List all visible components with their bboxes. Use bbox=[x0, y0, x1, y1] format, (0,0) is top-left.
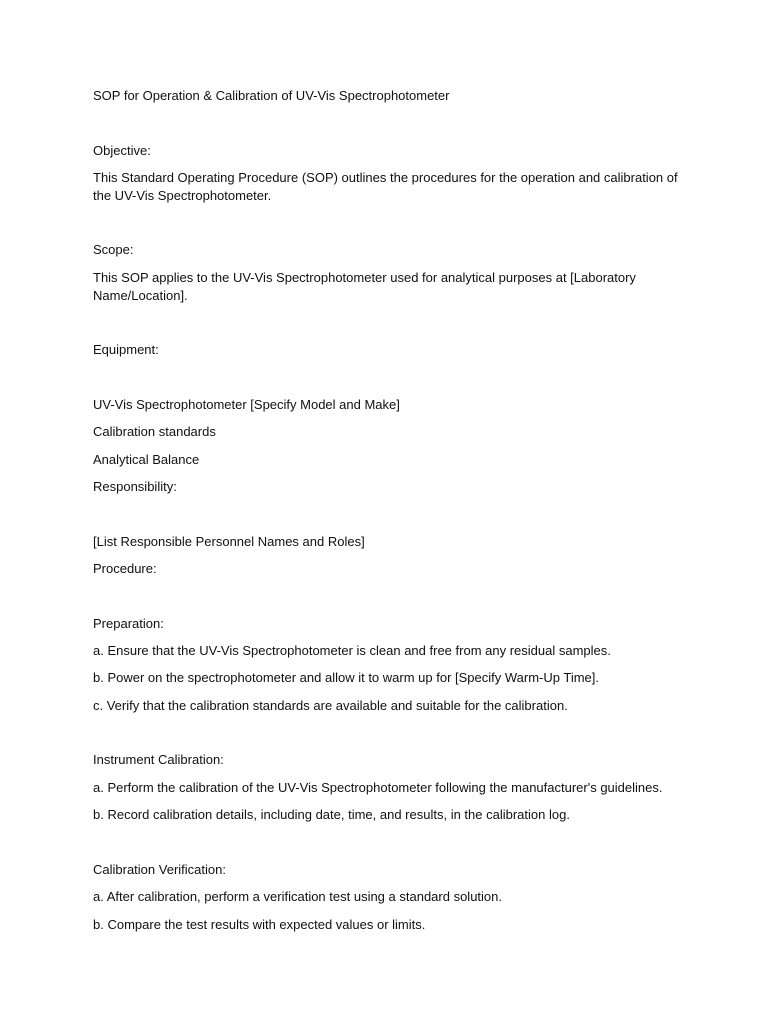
objective-heading: Objective: bbox=[93, 143, 151, 158]
objective-text: This Standard Operating Procedure (SOP) outlines the procedures for the operation and calibration of the UV-Vis Spectrophotometer. bbox=[93, 170, 678, 203]
document-title: SOP for Operation & Calibration of UV-Vis Spectrophotometer bbox=[93, 88, 450, 103]
equipment-heading: Equipment: bbox=[93, 342, 159, 357]
calibration-verification-step: b. Compare the test results with expected values or limits. bbox=[93, 917, 426, 932]
equipment-item: Analytical Balance bbox=[93, 452, 200, 467]
equipment-item: Calibration standards bbox=[93, 424, 216, 439]
equipment-item: UV-Vis Spectrophotometer [Specify Model and Make] bbox=[93, 397, 400, 412]
calibration-verification-heading: Calibration Verification: bbox=[93, 862, 226, 877]
scope-text: This SOP applies to the UV-Vis Spectrophotometer used for analytical purposes at [Laboratory Name/Location]. bbox=[93, 270, 636, 303]
preparation-step: c. Verify that the calibration standards are available and suitable for the calibration. bbox=[93, 698, 568, 713]
responsibility-heading: Responsibility: bbox=[93, 479, 177, 494]
instrument-calibration-heading: Instrument Calibration: bbox=[93, 752, 224, 767]
instrument-calibration-step: a. Perform the calibration of the UV-Vis Spectrophotometer following the manufacturer's guidelines. bbox=[93, 780, 663, 795]
instrument-calibration-step: b. Record calibration details, including date, time, and results, in the calibration log. bbox=[93, 807, 570, 822]
preparation-step: b. Power on the spectrophotometer and allow it to warm up for [Specify Warm-Up Time]. bbox=[93, 670, 600, 685]
calibration-verification-step: a. After calibration, perform a verification test using a standard solution. bbox=[93, 889, 502, 904]
preparation-step: a. Ensure that the UV-Vis Spectrophotometer is clean and free from any residual samples. bbox=[93, 643, 611, 658]
scope-heading: Scope: bbox=[93, 242, 134, 257]
procedure-heading: Procedure: bbox=[93, 561, 157, 576]
preparation-heading: Preparation: bbox=[93, 616, 164, 631]
responsibility-text: [List Responsible Personnel Names and Roles] bbox=[93, 534, 365, 549]
